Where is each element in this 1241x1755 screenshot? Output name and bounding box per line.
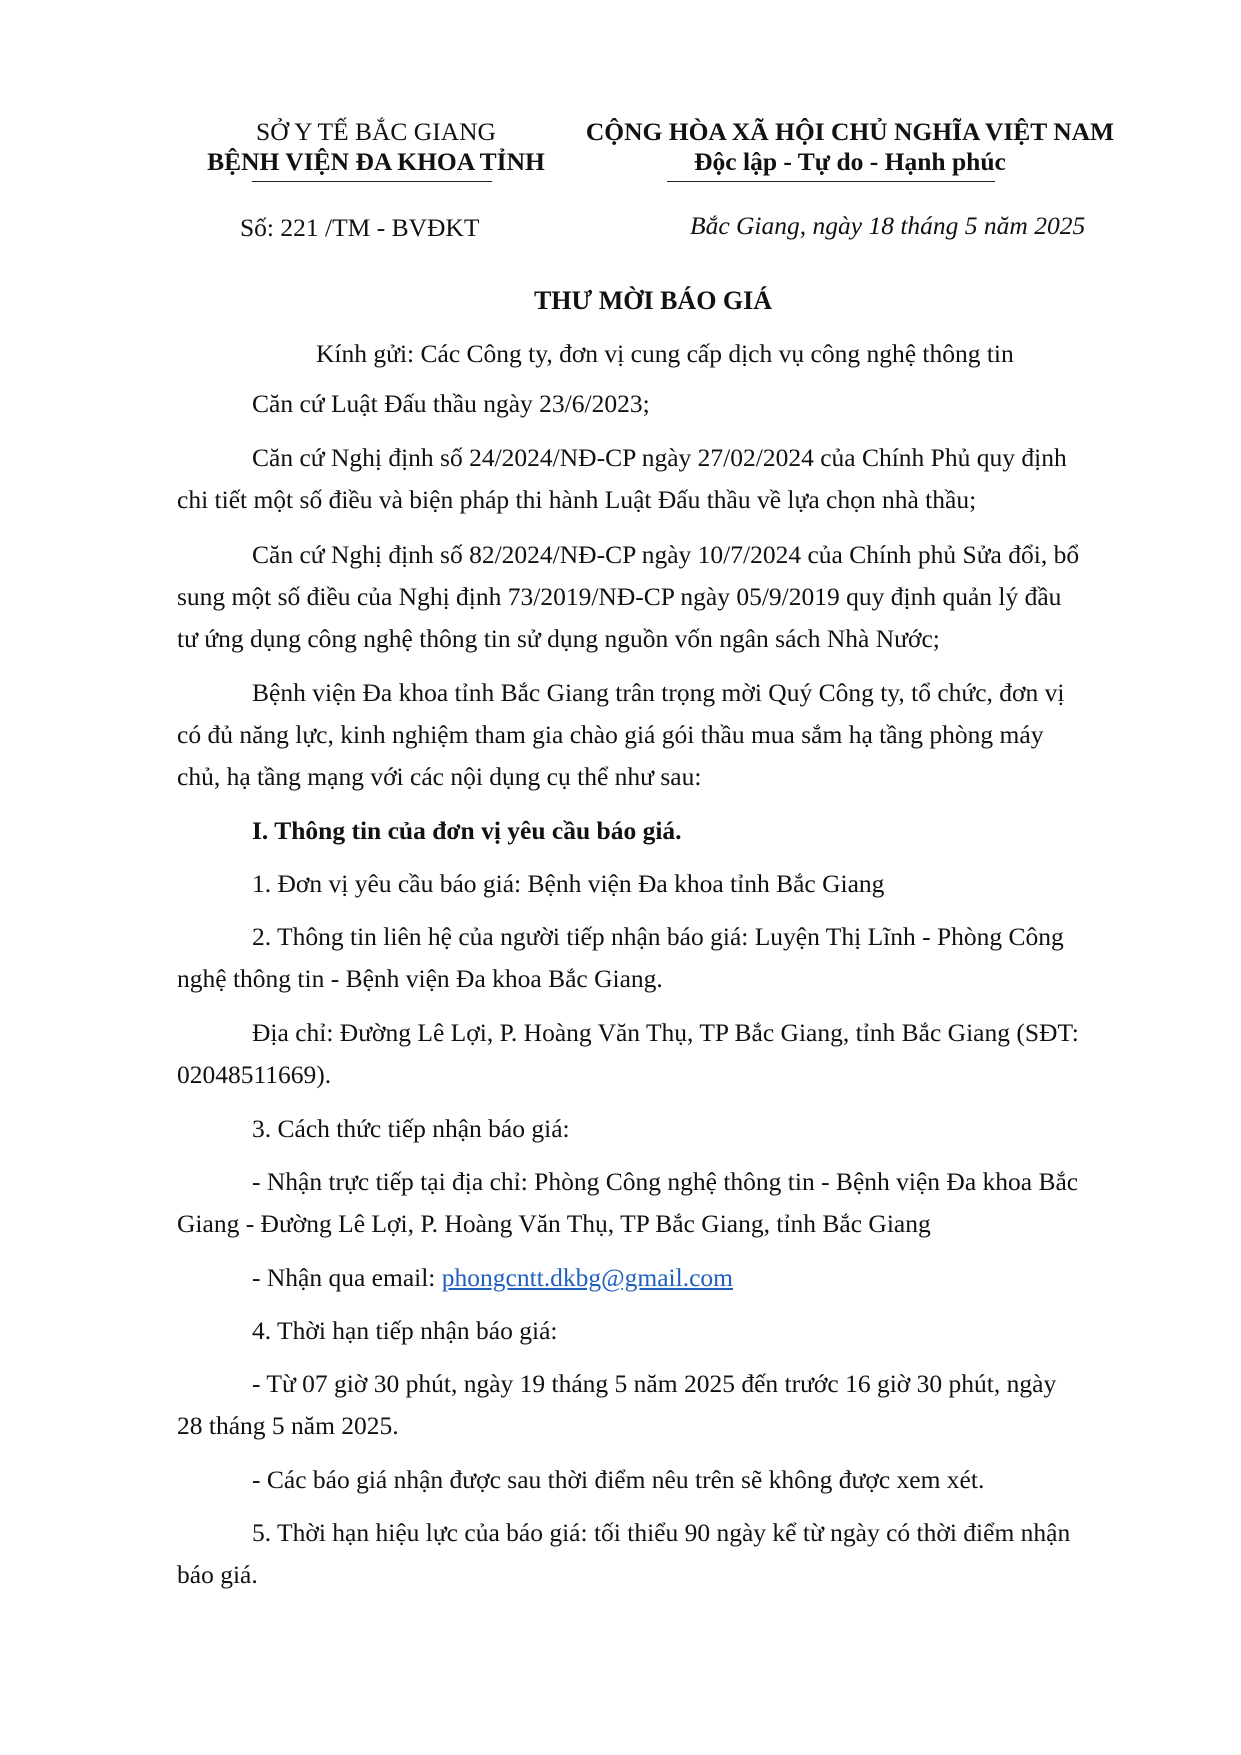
item-5-line: báo giá. [177,1560,258,1589]
document-title: THƯ MỜI BÁO GIÁ [533,286,773,315]
item-2-line: 2. Thông tin liên hệ của người tiếp nhận báo giá: Luyện Thị Lĩnh - Phòng Công [252,922,1064,951]
section-heading-1 [177,810,1129,852]
legal-basis-1 [177,383,1129,425]
national-motto: Độc lập - Tự do - Hạnh phúc [694,147,1006,176]
invitation-paragraph [177,672,1129,798]
agency-name: BỆNH VIỆN ĐA KHOA TỈNH [207,147,545,176]
agency-underline [252,181,492,182]
item-4a-line: - Từ 07 giờ 30 phút, ngày 19 tháng 5 năm 2025 đến trước 16 giờ 30 phút, ngày [252,1369,1057,1398]
item-4b [177,1459,1129,1501]
legal-basis-3-line: sung một số điều của Nghị định 73/2019/NĐ-CP ngày 05/9/2019 quy định quản lý đầu [177,582,1062,611]
item-3a-line: - Nhận trực tiếp tại địa chỉ: Phòng Công nghệ thông tin - Bệnh viện Đa khoa Bắc [252,1167,1079,1196]
item-4b-text: - Các báo giá nhận được sau thời điểm nêu trên sẽ không được xem xét. [252,1465,985,1494]
invitation-line: có đủ năng lực, kinh nghiệm tham gia chào giá gói thầu mua sắm hạ tầng phòng máy [177,720,1044,749]
national-title: CỘNG HÒA XÃ HỘI CHỦ NGHĨA VIỆT NAM [585,117,1115,146]
email-label: - Nhận qua email: [252,1263,442,1292]
legal-basis-3-line: tư ứng dụng công nghệ thông tin sử dụng nguồn vốn ngân sách Nhà Nước; [177,624,940,653]
issue-date: Bắc Giang, ngày 18 tháng 5 năm 2025 [690,211,1086,240]
document-number: Số: 221 /TM - BVĐKT [240,213,480,242]
item-3-text: 3. Cách thức tiếp nhận báo giá: [252,1114,570,1143]
item-4a [177,1363,1129,1447]
item-2 [177,916,1129,1000]
address-line: Địa chỉ: Đường Lê Lợi, P. Hoàng Văn Thụ, TP Bắc Giang, tỉnh Bắc Giang (SĐT: [252,1018,1079,1047]
item-3b [177,1257,1129,1299]
item-3 [177,1108,1129,1150]
address [177,1012,1129,1096]
item-3a-line: Giang - Đường Lê Lợi, P. Hoàng Văn Thụ, TP Bắc Giang, tỉnh Bắc Giang [177,1209,931,1238]
item-1 [177,863,1129,905]
legal-basis-3 [177,534,1129,660]
item-4a-line: 28 tháng 5 năm 2025. [177,1411,399,1440]
email-link[interactable]: phongcntt.dkbg@gmail.com [441,1263,733,1292]
item-5-line: 5. Thời hạn hiệu lực của báo giá: tối thiểu 90 ngày kể từ ngày có thời điểm nhận [252,1518,1071,1547]
item-2-line: nghệ thông tin - Bệnh viện Đa khoa Bắc Giang. [177,964,663,993]
item-1-text: 1. Đơn vị yêu cầu báo giá: Bệnh viện Đa khoa tỉnh Bắc Giang [252,869,885,898]
invitation-line: chủ, hạ tầng mạng với các nội dụng cụ thể như sau: [177,762,702,791]
legal-basis-3-line: Căn cứ Nghị định số 82/2024/NĐ-CP ngày 10/7/2024 của Chính phủ Sửa đổi, bổ [252,540,1080,569]
legal-basis-2-line: chi tiết một số điều và biện pháp thi hành Luật Đấu thầu về lựa chọn nhà thầu; [177,485,977,514]
item-3b-line [177,1257,1129,1299]
item-4-text: 4. Thời hạn tiếp nhận báo giá: [252,1316,558,1345]
agency-parent: SỞ Y TẾ BẮC GIANG [256,117,496,146]
address-line: 02048511669). [177,1060,332,1089]
item-4 [177,1310,1129,1352]
legal-basis-2-line: Căn cứ Nghị định số 24/2024/NĐ-CP ngày 27/02/2024 của Chính Phủ quy định [252,443,1067,472]
motto-underline [667,181,995,182]
legal-basis-1-text: Căn cứ Luật Đấu thầu ngày 23/6/2023; [252,389,650,418]
invitation-line: Bệnh viện Đa khoa tỉnh Bắc Giang trân trọng mời Quý Công ty, tổ chức, đơn vị [252,678,1065,707]
legal-basis-2 [177,437,1129,521]
item-5 [177,1512,1129,1596]
recipient-line: Kính gửi: Các Công ty, đơn vị cung cấp dịch vụ công nghệ thông tin [316,339,1014,368]
item-3a [177,1161,1129,1245]
section-heading-1-text: I. Thông tin của đơn vị yêu cầu báo giá. [252,816,682,845]
